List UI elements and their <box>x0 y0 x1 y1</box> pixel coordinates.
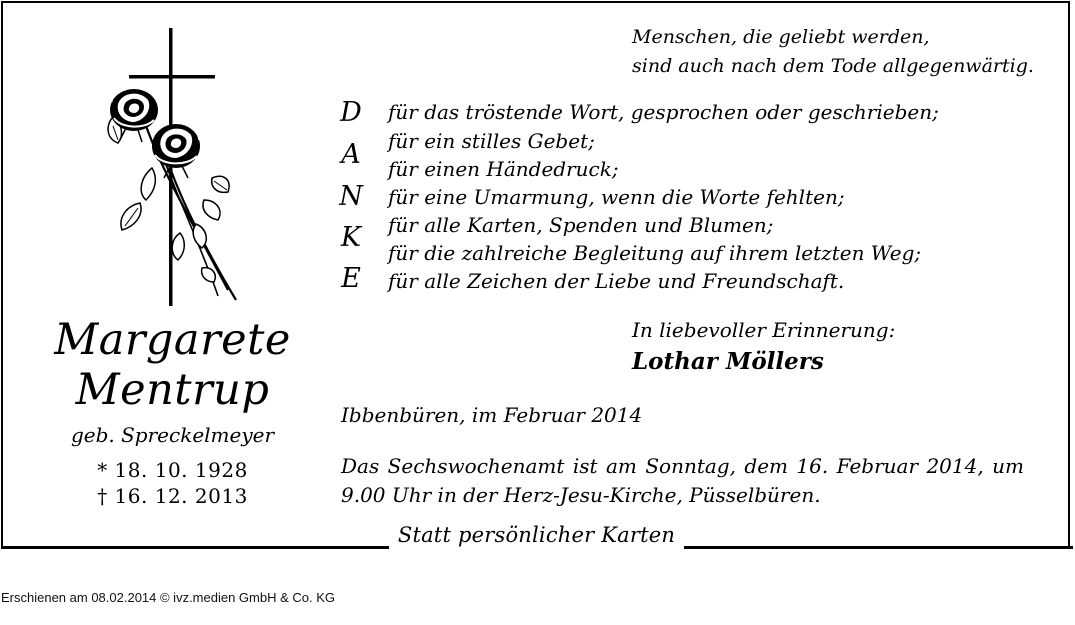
deceased-first-name: Margarete <box>54 315 291 365</box>
thanks-line: für die zahlreiche Begleitung auf ihrem letzten Weg; <box>388 241 922 265</box>
danke-letter-a: A <box>341 139 361 170</box>
frame-bottom-left-rule <box>1 546 389 549</box>
bottom-label: Statt persönlicher Karten <box>397 523 676 547</box>
signer-name: Lothar Möllers <box>632 348 824 375</box>
deceased-maiden-name: geb. Spreckelmeyer <box>70 423 275 447</box>
birth-date: * 18. 10. 1928 <box>97 458 248 482</box>
thanks-line: für ein stilles Gebet; <box>388 129 595 153</box>
thanks-line: für alle Zeichen der Liebe und Freundschaft. <box>388 269 845 293</box>
motto <box>632 23 1034 81</box>
thanks-line: für eine Umarmung, wenn die Worte fehlten; <box>388 185 845 209</box>
thanks-line: für alle Karten, Spenden und Blumen; <box>388 213 774 237</box>
cross-with-roses-icon <box>100 28 250 308</box>
frame-bottom-right-rule <box>684 546 1073 549</box>
danke-letter-e: E <box>341 263 361 294</box>
motto-line-2: sind auch nach dem Tode allgegenwärtig. <box>632 55 1034 77</box>
danke-letter-n: N <box>339 181 363 212</box>
motto-line-1: Menschen, die geliebt werden, <box>632 26 930 48</box>
thanks-line: für einen Händedruck; <box>388 157 619 181</box>
danke-letter-k: K <box>340 222 362 253</box>
death-date: † 16. 12. 2013 <box>97 484 248 508</box>
mass-notice: Das Sechswochenamt ist am Sonntag, dem 16. Februar 2014, um 9.00 Uhr in der Herz-Jesu-Kirche, Püsselbüren. <box>341 454 1024 507</box>
place-date: Ibbenbüren, im Februar 2014 <box>341 403 643 427</box>
thanks-line: für das tröstende Wort, gesprochen oder geschrieben; <box>388 100 939 124</box>
publication-note: Erschienen am 08.02.2014 © ivz.medien GmbH & Co. KG <box>1 590 336 605</box>
danke-letter-d: D <box>340 97 362 128</box>
deceased-last-name: Mentrup <box>75 365 270 415</box>
memory-label: In liebevoller Erinnerung: <box>632 318 896 342</box>
